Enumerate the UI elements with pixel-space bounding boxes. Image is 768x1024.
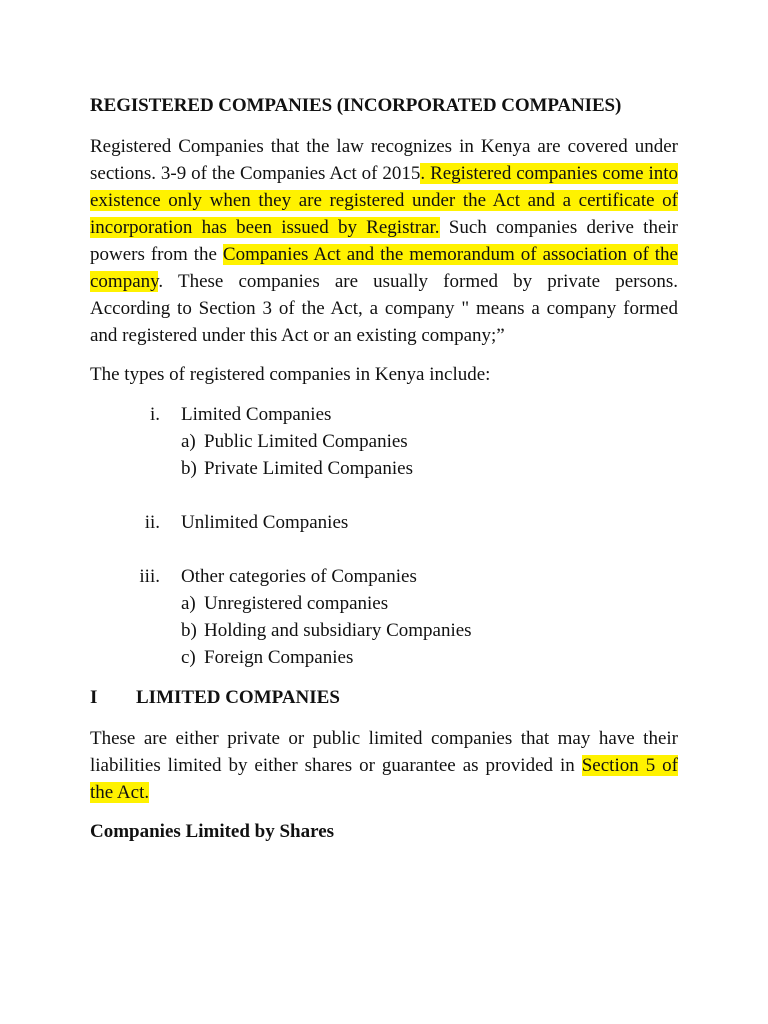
sub-list-marker: b) <box>181 620 197 641</box>
sub-list <box>181 590 678 671</box>
sub-list-item <box>181 428 678 455</box>
list-spacer <box>90 482 678 509</box>
sub-list-label: Holding and subsidiary Companies <box>204 620 472 641</box>
types-list-item <box>90 509 678 536</box>
intro-highlight-registration: . Registered companies come into existence only when they are registered under the Act and a certificate of incorporation has been issued by Registrar. <box>90 163 678 238</box>
sub-list-marker: b) <box>181 458 197 479</box>
sub-list-item <box>181 455 678 482</box>
section-number: I <box>90 687 98 708</box>
section-paragraph <box>90 725 678 806</box>
list-item-label: Other categories of Companies <box>181 566 417 587</box>
sub-list <box>181 428 678 482</box>
list-item-label: Unlimited Companies <box>181 512 349 533</box>
intro-paragraph <box>90 133 678 349</box>
sub-list-item <box>181 617 678 644</box>
sub-list-label: Foreign Companies <box>204 647 354 668</box>
section-highlight-reference: Section 5 of the Act. <box>90 755 678 803</box>
list-item-label: Limited Companies <box>181 404 332 425</box>
intro-highlight-powers: Companies Act and the memorandum of association of the company <box>90 244 678 292</box>
sub-list-marker: a) <box>181 431 196 452</box>
intro-text-part1: Registered Companies that the law recognizes in Kenya are covered under sections. 3-9 of the Companies Act of 2015 <box>90 136 678 184</box>
sub-list-label: Public Limited Companies <box>204 431 408 452</box>
document-title: REGISTERED COMPANIES (INCORPORATED COMPANIES) <box>90 95 622 116</box>
sub-list-item <box>181 590 678 617</box>
types-intro: The types of registered companies in Kenya include: <box>90 364 491 385</box>
list-number: iii. <box>139 566 160 587</box>
sub-list-label: Private Limited Companies <box>204 458 413 479</box>
types-list-item <box>90 401 678 482</box>
sub-list-label: Unregistered companies <box>204 593 389 614</box>
section-text: These are either private or public limited companies that may have their liabilities limited by either shares or guarantee as provided in <box>90 728 678 776</box>
section-title: LIMITED COMPANIES <box>136 687 340 708</box>
subsection-heading: Companies Limited by Shares <box>90 821 335 842</box>
intro-text-part2: Such companies derive their powers from the <box>90 217 678 265</box>
types-list-item <box>90 563 678 671</box>
section-heading <box>90 684 678 711</box>
list-spacer <box>90 536 678 563</box>
sub-list-marker: c) <box>181 647 196 668</box>
sub-list-marker: a) <box>181 593 196 614</box>
intro-text-part3: . These companies are usually formed by private persons. According to Section 3 of the Act, a company " means a company formed and registered under this Act or an existing company;” <box>90 271 678 346</box>
list-number: ii. <box>144 512 160 533</box>
types-list <box>90 401 678 671</box>
list-number: i. <box>149 404 160 425</box>
text-column <box>90 92 678 845</box>
sub-list-item <box>181 644 678 671</box>
